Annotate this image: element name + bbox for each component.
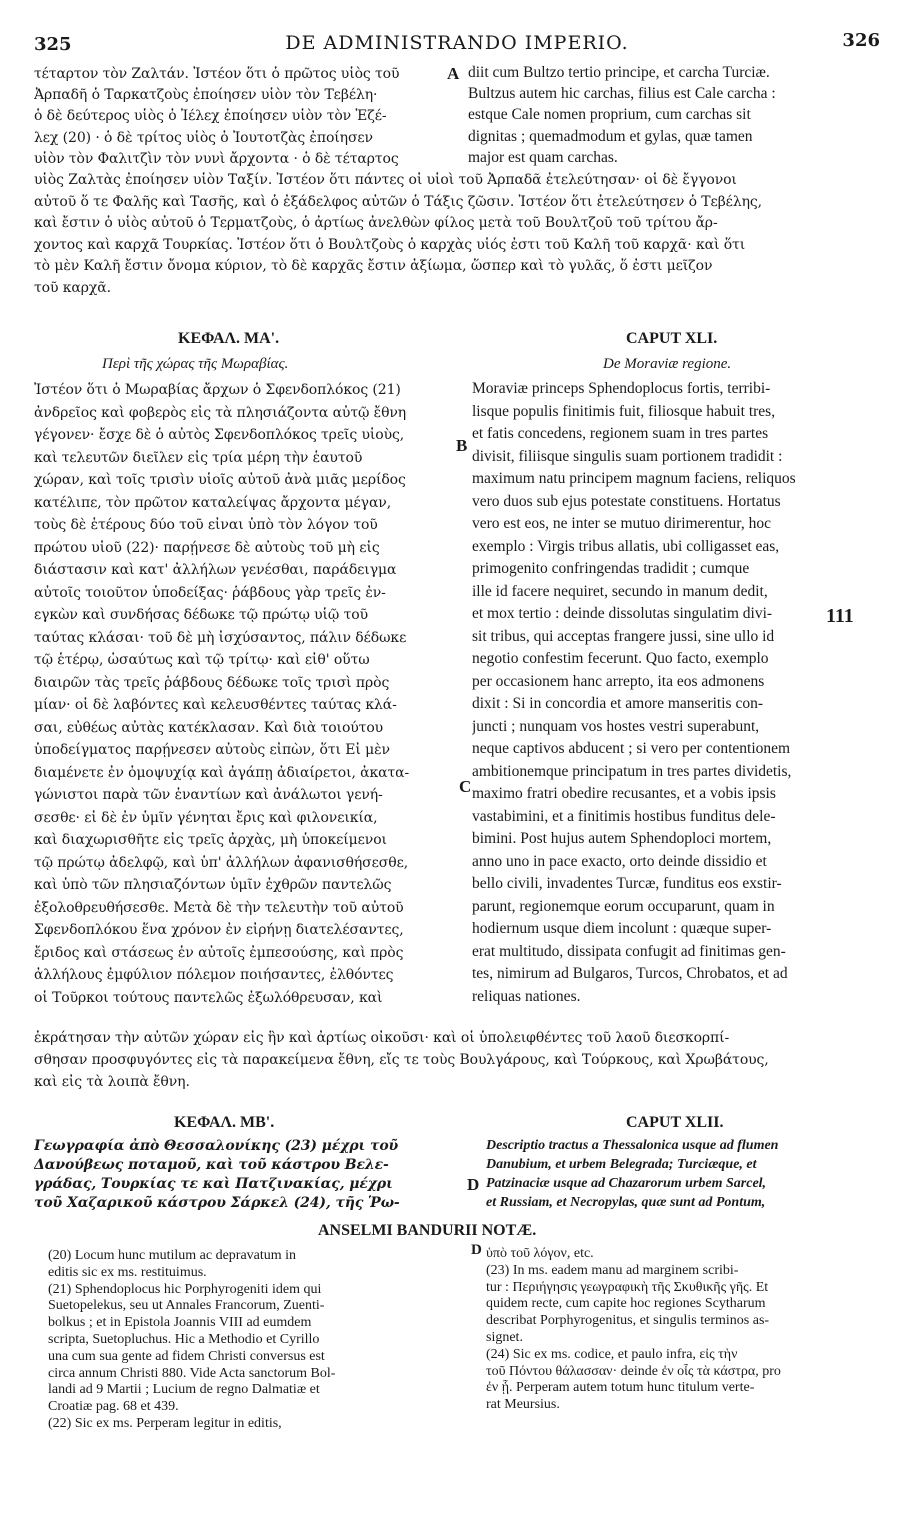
latin-text-line: juncti ; nunquam vos hostes vestri superabunt, — [472, 717, 760, 735]
note-line: circa annum Christi 880. Vide Acta sanctorum Bol- — [48, 1365, 336, 1381]
folio-mark: 111 — [826, 605, 854, 627]
chapter-42-latin-heading: CAPUT XLII. — [626, 1114, 724, 1131]
chapter-42-greek-heading: ΚΕΦΑΛ. ΜΒ'. — [174, 1114, 275, 1131]
notes-title: ANSELMI BANDURII NOTÆ. — [318, 1222, 537, 1239]
latin-subtitle-line: Patzinaciæ usque ad Chazarorum urbem Sarcel, — [486, 1176, 767, 1191]
greek-text-line: καὶ τελευτῶν διεῖλεν εἰς τρία μέρη τὴν ἑαυτοῦ — [34, 449, 363, 466]
latin-subtitle-line: Danubium, et urbem Belegrada; Turciæque, et — [486, 1157, 757, 1172]
greek-text-line: χοντος καὶ καρχᾶ Τουρκίας. Ἰστέον ὅτι ὁ Βουλτζοὺς ὁ καρχὰς υἱός ἐστι τοῦ Καλῆ τοῦ καρχᾶ· καὶ ὅτι — [34, 236, 746, 253]
greek-text-line: Σφενδοπλόκου ἕνα χρόνον ἐν εἰρήνῃ διατελέσαντες, — [34, 922, 404, 938]
greek-subtitle-line: Δανούβεως ποταμοῦ, καὶ τοῦ κάστρου Βελε- — [34, 1157, 389, 1173]
latin-text-line: vero est eos, ne inter se mutuo dirimerentur, hoc — [472, 515, 771, 532]
note-line: rat Meursius. — [486, 1397, 560, 1413]
latin-text-line: reliquas nationes. — [472, 987, 581, 1005]
latin-text-line: Moraviæ princeps Sphendoplocus fortis, terribi- — [472, 380, 771, 397]
greek-text-line: διαιρῶν τὰς τρεῖς ῥάβδους δέδωκε τοῖς τρισὶ πρὸς — [34, 674, 390, 691]
latin-text-line: Bultzus autem hic carchas, filius est Cale carcha : — [468, 85, 776, 103]
greek-text-line: υἱὸς Ζαλτὰς ἐποίησεν υἱὸν Ταξίν. Ἰστέον ὅτι πάντες οἱ υἱοὶ τοῦ Ἀρπαδᾶ ἐτελεύτησαν· οἱ δὲ ἔγγονοι — [34, 172, 737, 188]
note-line: (21) Sphendoplocus hic Porphyrogeniti idem qui — [48, 1281, 322, 1297]
greek-text-line: ἀνδρεῖος καὶ φοβερὸς εἰς τὰ πλησιάζοντα αὐτῷ ἔθνη — [34, 404, 407, 421]
latin-text-line: negotio confestim fecerunt. Quo facto, exemplo — [472, 650, 769, 667]
latin-text-line: ambitionemque principatum in tres partes dividetis, — [472, 762, 792, 780]
note-line: Suetopelekus, seu ut Annales Francorum, Zuenti- — [48, 1298, 325, 1314]
latin-text-line: dignitas ; quemadmodum et gylas, quæ tamen — [468, 127, 753, 145]
note-line: ἐν ᾗ. Perperam autem totum hunc titulum verte- — [486, 1380, 755, 1396]
latin-text-line: erat multitudo, dissipata confugit ad finitimas gen- — [472, 942, 786, 960]
greek-text-line: κατέλιπε, τὸν πρῶτον καταλείψας ἄρχοντα μέγαν, — [34, 494, 392, 511]
note-line: bolkus ; et in Epistola Joannis VIII ad eumdem — [48, 1315, 312, 1331]
greek-text-line: καὶ εἰς τὰ λοιπὰ ἔθνη. — [34, 1074, 190, 1090]
greek-text-line: σεσθε· εἰ δὲ ἐν ὑμῖν γένηται ἔρις καὶ φιλονεικία, — [34, 809, 378, 826]
latin-text-line: vastabimini, et a finitimis hostibus funditus dele- — [472, 807, 776, 825]
note-line: Croatiæ pag. 68 et 439. — [48, 1399, 179, 1415]
greek-text-line: ἐξολοθρευθήσεσθε. Μετὰ δὲ τὴν τελευτὴν τοῦ αὐτοῦ — [34, 899, 404, 916]
greek-text-line: καὶ ὑπὸ τῶν πλησιαζόντων ὑμῖν ἐχθρῶν παντελῶς — [34, 877, 392, 893]
latin-text-line: neque captivos abducent ; si vero per contentionem — [472, 740, 791, 757]
greek-text-line: ὁ δὲ δεύτερος υἱὸς ὁ Ἰέλεχ ἐποίησεν υἱὸν τὸν Ἐζέ- — [34, 108, 387, 125]
greek-text-line: σαι, εὐθέως αὐτὰς κατέκλασαν. Καὶ διὰ τοιούτου — [34, 719, 384, 736]
note-line: describat Porphyrogenitus, et singulis terminos as- — [486, 1313, 770, 1329]
latin-text-line: maximum natu principem magnum faciens, reliquos — [472, 470, 796, 487]
greek-text-line: γέγονεν· ἔσχε δὲ ὁ αὐτὸς Σφενδοπλόκος τρεῖς υἱοὺς, — [34, 427, 405, 443]
latin-subtitle-line: et Russiam, et Necropylas, quæ sunt ad Pontum, — [486, 1195, 766, 1210]
margin-letter-d-notes: D — [471, 1242, 482, 1258]
note-line: quidem recte, cum capite hoc regiones Scytharum — [486, 1296, 766, 1312]
margin-letter-c: C — [459, 777, 472, 796]
latin-text-line: vero duos sub ejus potestate constituens. Hortatus — [472, 492, 781, 510]
greek-text-line: ταύτας κλάσαι· τοῦ δὲ μὴ ἰσχύσαντος, πάλιν δέδωκε — [34, 629, 407, 646]
note-line: (23) In ms. eadem manu ad marginem scribi- — [486, 1262, 739, 1278]
note-line: ὑπὸ τοῦ λόγον, etc. — [486, 1246, 594, 1261]
greek-text-line: μίαν· οἱ δὲ λαβόντες καὶ κελευσθέντες ταύτας κλά- — [34, 697, 397, 713]
page-header — [34, 26, 880, 58]
greek-text-line: τοὺς δὲ ἑτέρους δύο τοῦ εἶναι ὑπὸ τὸν λόγον τοῦ — [34, 517, 378, 533]
greek-text-line: πρώτου υἱοῦ (22)· παρῄνεσε δὲ αὐτοὺς τοῦ μὴ εἰς — [34, 539, 380, 556]
greek-subtitle-line: τοῦ Χαζαρικοῦ κάστρου Σάρκελ (24), τῆς Ῥω- — [34, 1195, 400, 1211]
latin-text-line: bimini. Post hujus autem Sphendoploci mortem, — [472, 830, 772, 847]
latin-text-line: tes, nimirum ad Bulgaros, Turcos, Chrobatos, et ad — [472, 965, 788, 982]
greek-text-line: ὑποδείγματος παρῄνεσεν αὐτοὺς εἰπὼν, ὅτι Εἰ μὲν — [34, 742, 390, 758]
greek-text-line: Ἰστέον ὅτι ὁ Μωραβίας ἄρχων ὁ Σφενδοπλόκος (21) — [34, 382, 401, 398]
chapter-41-latin-subtitle: De Moraviæ regione. — [603, 356, 732, 372]
greek-text-line: σθησαν προσφυγόντες εἰς τὰ παρακείμενα ἔθνη, εἴς τε τοὺς Βουλγάρους, καὶ Τούρκους, καὶ Χρωβάτους, — [34, 1052, 769, 1068]
greek-text-line: λεχ (20) · ὁ δὲ τρίτος υἱὸς ὁ Ἰουτοτζὰς ἐποίησεν — [34, 129, 373, 146]
greek-text-line: τὸ μὲν Καλῆ ἔστιν ὄνομα κύριον, τὸ δὲ καρχᾶς ἔστιν ἀξίωμα, ὥσπερ καὶ τὸ γυλᾶς, ὅ ἐστι μεῖζον — [34, 258, 713, 275]
note-line: signet. — [486, 1330, 523, 1345]
latin-text-line: et fatis concedens, regionem suam in tres partes — [472, 425, 769, 442]
page-number-right: 326 — [842, 30, 880, 51]
greek-subtitle-line: γράδας, Τουρκίας τε καὶ Πατζινακίας, μέχρι — [34, 1176, 393, 1192]
greek-text-line: ἐκράτησαν τὴν αὐτῶν χώραν εἰς ἣν καὶ ἀρτίως οἰκοῦσι· καὶ οἱ ὑπολειφθέντες τοῦ λαοῦ διεσκορπί- — [34, 1030, 730, 1046]
latin-text-line: major est quam carchas. — [468, 148, 618, 166]
latin-text-line: primogenito confringendas tradidit ; cumque — [472, 560, 750, 577]
greek-text-line: γώνιστοι παρὰ τῶν ἐναντίων καὶ ἀνάλωτοι γενή- — [34, 787, 383, 803]
latin-text-line: anno uno in pace exacto, orto deinde dissidio et — [472, 852, 767, 870]
greek-text-line: καὶ ἔστιν ὁ υἱὸς αὐτοῦ ὁ Τερματζοὺς, ὁ ἀρτίως ἀνελθὼν φίλος μετὰ τοῦ Βουλτζοῦ τοῦ τρίτου ἄρ- — [34, 215, 718, 232]
greek-text-line: αὐτοῖς τοιοῦτον ὑποδείξας· ῥάβδους γὰρ τρεῖς ἐν- — [34, 584, 386, 601]
latin-text-line: diit cum Bultzo tertio principe, et carcha Turciæ. — [468, 64, 770, 81]
running-title: DE ADMINISTRANDO IMPERIO. — [285, 32, 629, 54]
note-line: (20) Locum hunc mutilum ac depravatum in — [48, 1248, 297, 1263]
greek-text-line: οἱ Τοῦρκοι τούτους παντελῶς ἐξωλόθρευσαν, καὶ — [34, 989, 383, 1006]
greek-text-line: εγκὼν καὶ συνδήσας δέδωκε τῷ πρώτῳ υἱῷ τοῦ — [34, 607, 368, 623]
note-line: tur : Περιήγησις γεωγραφικὴ τῆς Σκυθικῆς γῆς. Et — [486, 1279, 769, 1295]
page-number-left: 325 — [34, 34, 72, 55]
greek-text-line: αὐτοῦ ὅ τε Φαλῆς καὶ Τασῆς, καὶ ὁ ἐξάδελφος αὐτῶν ὁ Τάξις ζῶσιν. Ἰστέον ὅτι ἐτελεύτησεν ὁ Τεβέλης, — [34, 193, 762, 210]
margin-letter-b: B — [456, 436, 468, 455]
chapter-41-greek-heading: ΚΕΦΑΛ. ΜΑ'. — [178, 330, 280, 347]
note-line: (22) Sic ex ms. Perperam legitur in editis, — [48, 1416, 282, 1431]
note-line: scripta, Suetopluchus. Hic a Methodio et Cyrillo — [48, 1332, 320, 1347]
note-line: τοῦ Πόντου θάλασσαν· deinde ἐν οἷς τὰ κάστρα, pro — [486, 1363, 781, 1379]
latin-text-line: maximo fratri obedire recusantes, et a vobis ipsis — [472, 785, 776, 802]
greek-text-line: τῷ ἑτέρῳ, ὡσαύτως καὶ τῷ τρίτῳ· καὶ εἶθ' οὕτω — [34, 652, 370, 668]
latin-text-line: lisque populis finitimis fuit, filiosque habuit tres, — [472, 402, 776, 420]
note-line: una cum sua gente ad fidem Christi conversus est — [48, 1348, 325, 1364]
greek-text-line: διαμένετε ἐν ὁμοψυχίᾳ καὶ ἀγάπῃ ἀδιαίρετοι, ἀκατα- — [34, 764, 410, 781]
chapter-41-greek-subtitle: Περὶ τῆς χώρας τῆς Μωραβίας. — [102, 356, 289, 372]
latin-text-line: exemplo : Virgis tribus allatis, ubi colligasset eas, — [472, 537, 780, 555]
greek-text-line: καὶ διαχωρισθῆτε εἰς τρεῖς ἀρχὰς, μὴ ὑποκείμενοι — [34, 832, 387, 848]
margin-letter-d: D — [467, 1175, 480, 1194]
greek-text-line: υἱὸν τὸν Φαλιτζὶν τὸν νυνὶ ἄρχοντα · ὁ δὲ τέταρτος — [34, 150, 399, 167]
latin-text-line: estque Cale nomen proprium, cum carchas sit — [468, 106, 751, 124]
greek-text-line: χώραν, καὶ τοῖς τρισὶν υἱοῖς αὐτοῦ ἀνὰ μιᾶς μερίδος — [34, 472, 406, 488]
latin-text-line: bello civili, invadentes Turcæ, funditus eos exstir- — [472, 875, 782, 892]
greek-text-line: τῷ πρώτῳ ἀδελφῷ, καὶ ὑπ' ἀλλήλων ἀφανισθήσεσθε, — [34, 854, 409, 871]
note-line: editis sic ex ms. restituimus. — [48, 1264, 207, 1280]
greek-text-line: τέταρτον τὸν Ζαλτάν. Ἰστέον ὅτι ὁ πρῶτος υἱὸς τοῦ — [34, 66, 400, 82]
chapter-41-latin-heading: CAPUT XLI. — [626, 330, 718, 347]
greek-text-line: ἔριδος καὶ στάσεως ἐν αὐτοῖς ἐμπεσούσης, καὶ πρὸς — [34, 944, 404, 961]
margin-letter-a: A — [447, 64, 460, 83]
greek-text-line: ἀλλήλους ἐμφύλιον πόλεμον ποιήσαντες, ἐλθόντες — [34, 967, 394, 983]
latin-text-line: sit tribus, qui acceptas frangere jussi, sine ullo id — [472, 627, 775, 645]
latin-subtitle-line: Descriptio tractus a Thessalonica usque ad flumen — [486, 1138, 779, 1153]
greek-subtitle-line: Γεωγραφία ἀπὸ Θεσσαλονίκης (23) μέχρι τοῦ — [34, 1138, 399, 1154]
latin-text-line: hodiernum usque diem incolunt : quæque super- — [472, 920, 772, 937]
greek-text-line: διάστασιν καὶ κατ' ἀλλήλων γενέσθαι, παράδειγμα — [34, 562, 397, 578]
latin-text-line: dixit : Si in concordia et amore manseritis con- — [472, 695, 763, 712]
latin-text-line: divisit, filiisque singulis suam portionem tradidit : — [472, 447, 783, 465]
greek-text-line: τοῦ καρχᾶ. — [34, 280, 111, 296]
note-line: (24) Sic ex ms. codice, et paulo infra, εἰς τὴν — [486, 1346, 738, 1362]
greek-text-line: Ἀρπαδῆ ὁ Ταρκατζοὺς ἐποίησεν υἱὸν τὸν Τεβέλη· — [34, 87, 378, 104]
note-line: landi ad 9 Martii ; Lucium de regno Dalmatiæ et — [48, 1382, 320, 1398]
latin-text-line: ille id facere nequiret, secundo in manum dedit, — [472, 582, 768, 600]
latin-text-line: et mox tertio : deinde dissolutas singulatim divi- — [472, 605, 773, 622]
latin-text-line: parunt, regionemque eorum occuparunt, quam in — [472, 897, 775, 915]
latin-text-line: per occasionem hanc arrepto, ita eos admonens — [472, 672, 765, 690]
